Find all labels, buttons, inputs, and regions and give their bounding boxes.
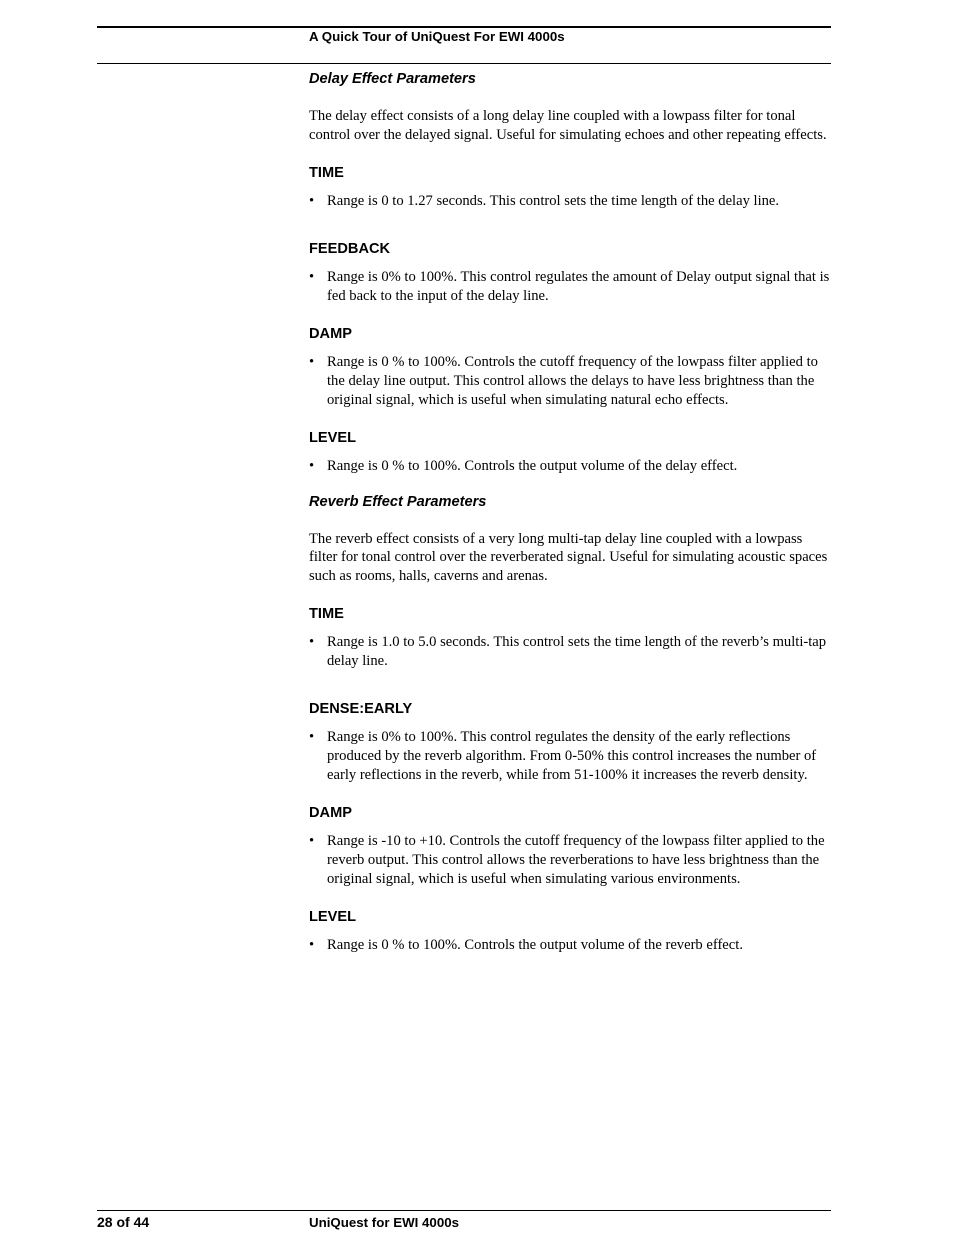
page-content (309, 69, 831, 955)
param-desc-delay-level: • Range is 0 % to 100%. Controls the output volume of the delay effect. (309, 457, 738, 474)
param-desc-delay-time: • Range is 0 to 1.27 seconds. This control sets the time length of the delay line. (309, 192, 780, 209)
section-intro-delay: The delay effect consists of a long delay line coupled with a lowpass filter for tonal control over the delayed signal. Useful for simulating echoes and other repeating effects. (309, 108, 827, 143)
bullet-icon: • (309, 268, 315, 285)
param-desc-delay-feedback: • Range is 0% to 100%. This control regulates the amount of Delay output signal that is fed back to the input of the delay line. (309, 268, 830, 304)
param-desc-reverb-dense-early: • Range is 0% to 100%. This control regulates the density of the early reflections produced by the reverb algorithm. From 0-50% this control increases the number of early reflections in the reverb, while from 51-100% it increases the reverb density. (309, 728, 817, 783)
param-heading-delay-time: TIME (309, 164, 344, 181)
running-header: A Quick Tour of UniQuest For EWI 4000s (309, 29, 565, 44)
param-heading-delay-damp: DAMP (309, 325, 352, 342)
param-heading-reverb-level: LEVEL (309, 908, 357, 925)
param-desc-reverb-time: • Range is 1.0 to 5.0 seconds. This control sets the time length of the reverb’s multi-tap delay line. (309, 633, 827, 669)
bullet-icon: • (309, 353, 315, 370)
param-heading-delay-feedback: FEEDBACK (309, 240, 391, 257)
param-heading-delay-level: LEVEL (309, 429, 357, 446)
param-heading-reverb-dense-early: DENSE:EARLY (309, 700, 413, 717)
header-rule-thick (97, 26, 831, 28)
param-desc-delay-damp: • Range is 0 % to 100%. Controls the cutoff frequency of the lowpass filter applied to the delay line output. This control allows the delays to have less brightness than the original signal, which is useful when simulating natural echo effects. (309, 353, 818, 408)
bullet-icon: • (309, 457, 315, 474)
footer-doc-title: UniQuest for EWI 4000s (309, 1215, 459, 1230)
param-heading-reverb-damp: DAMP (309, 804, 352, 821)
param-desc-reverb-damp: • Range is -10 to +10. Controls the cutoff frequency of the lowpass filter applied to the reverb output. This control allows the reverberations to have less brightness than the original signal, which is useful when simulating various environments. (309, 832, 825, 887)
section-intro-reverb: The reverb effect consists of a very long multi-tap delay line coupled with a lowpass filter for tonal control over the reverberated signal. Useful for simulating acoustic spaces such as rooms, halls, caverns and arenas. (309, 530, 828, 585)
section-heading-delay: Delay Effect Parameters (309, 71, 476, 87)
page-number: 28 of 44 (97, 1214, 150, 1230)
header-rule-thin (97, 63, 831, 64)
footer-rule (97, 1210, 831, 1211)
bullet-icon: • (309, 936, 315, 953)
bullet-icon: • (309, 633, 315, 650)
param-desc-reverb-level: • Range is 0 % to 100%. Controls the output volume of the reverb effect. (309, 936, 743, 953)
bullet-icon: • (309, 728, 315, 745)
section-heading-reverb: Reverb Effect Parameters (309, 493, 487, 510)
bullet-icon: • (309, 192, 315, 209)
param-heading-reverb-time: TIME (309, 605, 344, 622)
bullet-icon: • (309, 832, 315, 849)
